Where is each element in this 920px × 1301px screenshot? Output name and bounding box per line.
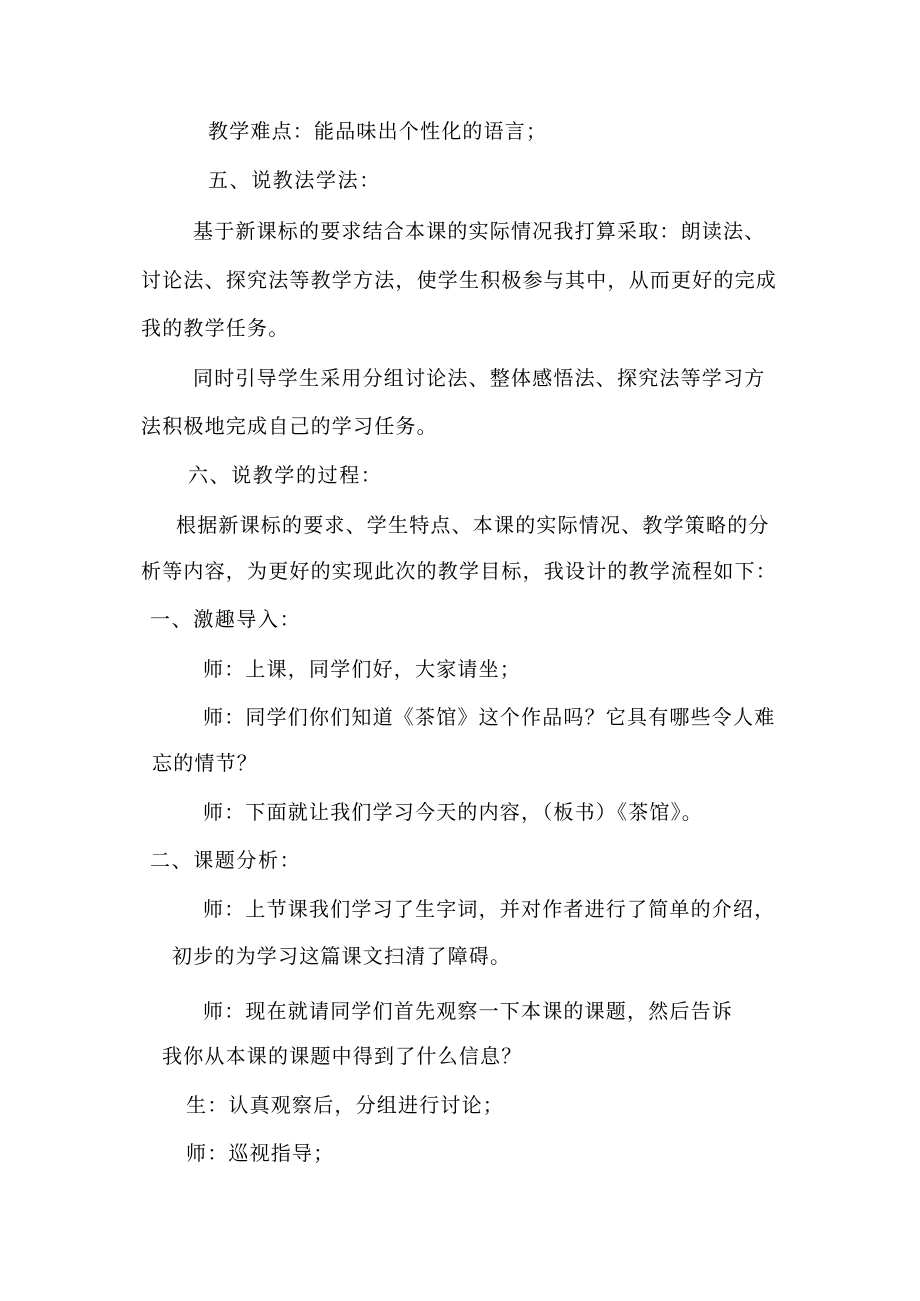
paragraph-line: 我的教学任务。	[141, 316, 290, 340]
paragraph-line: 析等内容，为更好的实现此次的教学目标，我设计的教学流程如下：	[141, 559, 777, 583]
paragraph-line: 讨论法、探究法等教学方法，使学生积极参与其中，从而更好的完成	[141, 268, 777, 292]
dialogue-line: 师：上课，同学们好，大家请坐；	[203, 657, 521, 681]
teaching-difficulty-line: 教学难点：能品味出个性化的语言；	[208, 119, 548, 143]
step-two-heading: 二、课题分析：	[150, 848, 302, 872]
paragraph-line: 同时引导学生采用分组讨论法、整体感悟法、探究法等学习方	[193, 366, 766, 390]
paragraph-line: 基于新课标的要求结合本课的实际情况我打算采取：朗读法、	[193, 219, 766, 243]
dialogue-line: 师：下面就让我们学习今天的内容，（板书）《茶馆》。	[203, 800, 703, 824]
section-six-heading: 六、说教学的过程：	[188, 463, 383, 487]
dialogue-line: 我你从本课的课题中得到了什么信息？	[162, 1044, 523, 1068]
dialogue-line: 初步的为学习这篇课文扫清了障碍。	[172, 944, 512, 968]
dialogue-line: 师：上节课我们学习了生字词，并对作者进行了简单的介绍，	[203, 897, 776, 921]
dialogue-line: 生：认真观察后，分组进行讨论；	[186, 1093, 504, 1117]
dialogue-line: 忘的情节？	[152, 751, 258, 775]
dialogue-line: 师：巡视指导；	[186, 1141, 335, 1165]
paragraph-line: 法积极地完成自己的学习任务。	[141, 414, 438, 438]
dialogue-line: 师：现在就请同学们首先观察一下本课的课题，然后告诉	[203, 999, 733, 1023]
section-five-heading: 五、说教法学法：	[208, 168, 381, 192]
dialogue-line: 师：同学们你们知道《茶馆》这个作品吗？它具有哪些令人难	[203, 705, 776, 729]
paragraph-line: 根据新课标的要求、学生特点、本课的实际情况、教学策略的分	[176, 513, 770, 537]
step-one-heading: 一、激趣导入：	[150, 607, 302, 631]
